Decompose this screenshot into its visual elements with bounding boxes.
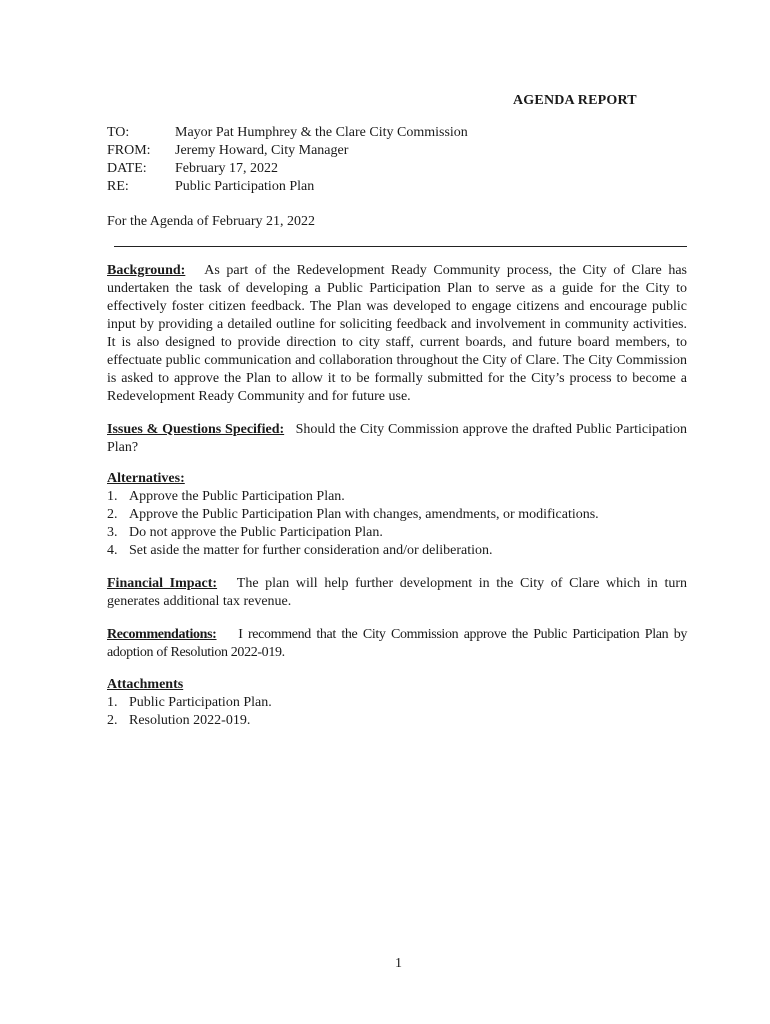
list-number: 3. — [107, 525, 118, 540]
list-text: Do not approve the Public Participation Plan. — [129, 525, 383, 540]
attachments-heading: Attachments — [107, 677, 184, 692]
list-number: 1. — [107, 489, 118, 504]
memo-key: FROM: — [107, 143, 151, 158]
memo-key: TO: — [107, 125, 130, 140]
attachments-section — [107, 676, 687, 730]
memo-value: February 17, 2022 — [175, 161, 279, 176]
page-number: 1 — [395, 956, 402, 971]
list-text: Public Participation Plan. — [129, 695, 272, 710]
memo-value: Public Participation Plan — [175, 179, 315, 194]
list-text: Resolution 2022-019. — [129, 713, 251, 728]
memo-row-re — [107, 178, 687, 196]
list-number: 2. — [107, 713, 118, 728]
list-number: 4. — [107, 543, 118, 558]
report-title: AGENDA REPORT — [513, 93, 637, 108]
financial-text: The plan will help further development in the City of Clare which in turn generates additional tax revenue. — [107, 576, 687, 609]
attachments-list — [107, 694, 687, 730]
list-item — [107, 524, 687, 542]
list-item — [107, 712, 687, 730]
memo-row-from — [107, 142, 687, 160]
background-section — [107, 262, 687, 406]
list-number: 2. — [107, 507, 118, 522]
financial-heading: Financial Impact: — [107, 576, 218, 591]
list-item — [107, 542, 687, 560]
background-heading: Background: — [107, 263, 186, 278]
list-text: Approve the Public Participation Plan with changes, amendments, or modifications. — [129, 507, 599, 522]
agenda-date: For the Agenda of February 21, 2022 — [107, 214, 316, 229]
memo-key: RE: — [107, 179, 129, 194]
recommendations-heading: Recommendations: — [107, 627, 217, 642]
list-text: Set aside the matter for further consideration and/or deliberation. — [129, 543, 493, 558]
alternatives-section — [107, 470, 687, 560]
memo-value: Mayor Pat Humphrey & the Clare City Commission — [175, 125, 468, 140]
issues-text: Should the City Commission approve the drafted Public Participation Plan? — [107, 422, 688, 455]
issues-heading: Issues & Questions Specified: — [107, 422, 285, 437]
memo-row-to — [107, 124, 687, 142]
memo-key: DATE: — [107, 161, 147, 176]
memo-value: Jeremy Howard, City Manager — [175, 143, 349, 158]
issues-section — [107, 421, 687, 457]
memo-row-date — [107, 160, 687, 178]
memo-header — [107, 124, 687, 196]
list-number: 1. — [107, 695, 118, 710]
divider-line — [114, 246, 687, 247]
recommendations-text: I recommend that the City Commission approve the Public Participation Plan by adoption of Resolution 2022-019. — [107, 627, 687, 660]
list-item — [107, 488, 687, 506]
recommendations-section — [107, 626, 687, 662]
list-text: Approve the Public Participation Plan. — [129, 489, 345, 504]
alternatives-heading: Alternatives: — [107, 471, 185, 486]
financial-section — [107, 575, 687, 611]
background-text: As part of the Redevelopment Ready Community process, the City of Clare has undertaken the task of developing a Public Participation Plan to serve as a guide for the City to effectively foster citizen feedback. The Plan was developed to engage citizens and encourage public input by providing a detailed outline for soliciting feedback and involvement in community activities. It is also designed to provide direction to city staff, current boards, and future board members, to effectuate public communication and collaboration throughout the City of Clare. The City Commission is asked to approve the Plan to allow it to be formally submitted for the City’s process to become a Redevelopment Ready Community and for future use. — [107, 263, 687, 404]
list-item — [107, 506, 687, 524]
list-item — [107, 694, 687, 712]
alternatives-list — [107, 488, 687, 560]
